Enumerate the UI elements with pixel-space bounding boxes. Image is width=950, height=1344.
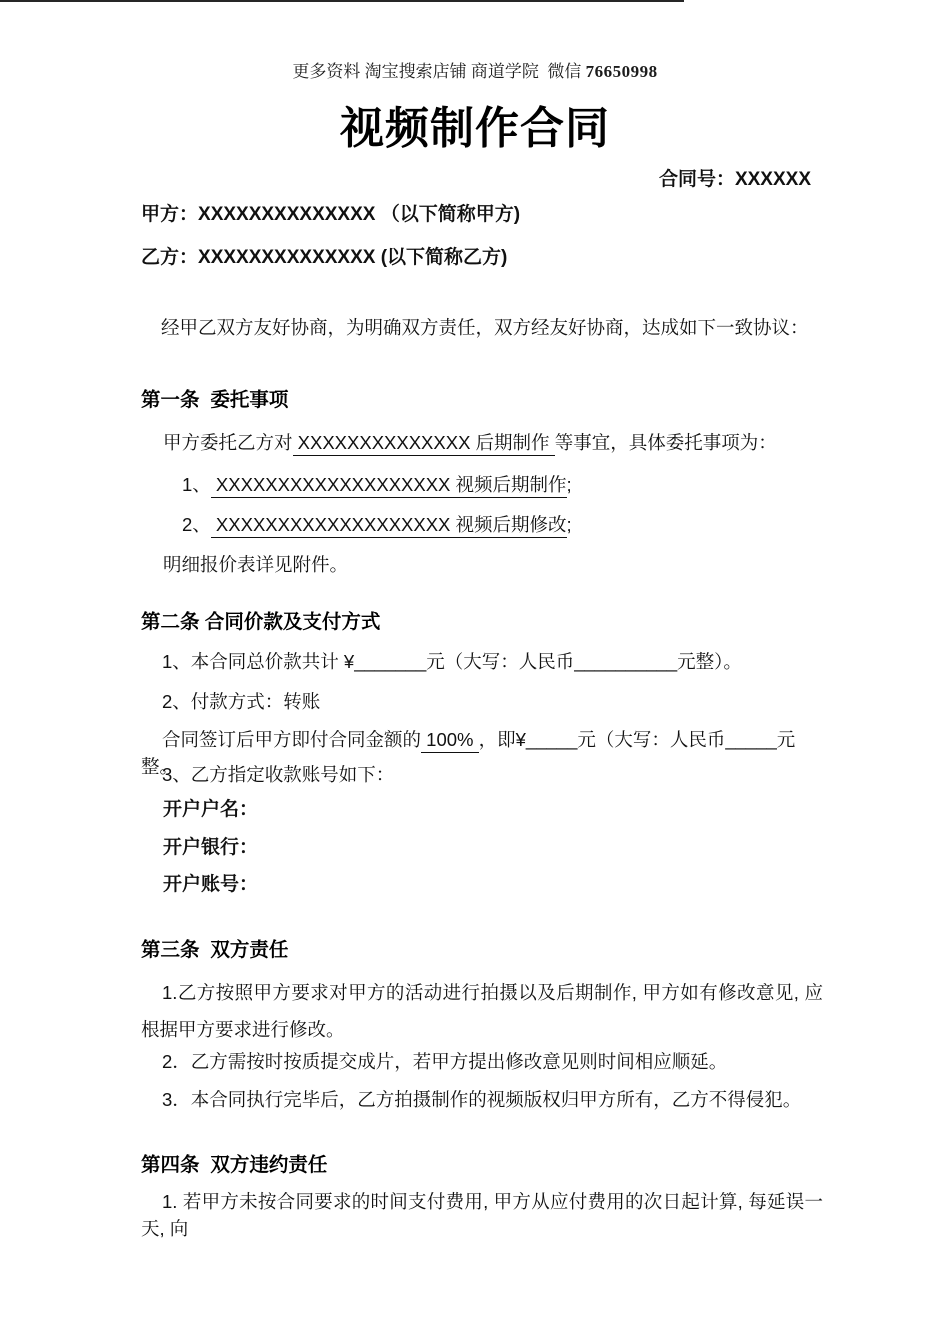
section1-note: 明细报价表详见附件。 (163, 554, 349, 575)
party-a-line (141, 201, 823, 229)
section1-intro-suffix: 等事宜，具体委托事项为： (554, 432, 777, 453)
contract-number: 合同号：XXXXXX (658, 169, 811, 190)
payment-percent: 100% (421, 729, 479, 753)
party-b-alias: (以下简称乙方) (375, 247, 508, 268)
section3-item-2: 2．乙方需按时按质提交成片，若甲方提出修改意见则时间相应顺延。 (162, 1051, 728, 1072)
preamble-paragraph: 经甲乙双方友好协商，为明确双方责任，双方经友好协商，达成如下一致协议： (161, 317, 809, 338)
section1-item-1 (141, 471, 823, 498)
section1-intro (141, 429, 823, 456)
account-name-label: 开户户名： (163, 799, 259, 820)
party-a-alias: （以下简称甲方) (375, 204, 521, 225)
party-a-name: XXXXXXXXXXXXXX (198, 204, 376, 225)
section1-item2-blank: XXXXXXXXXXXXXXXXXXX 视频后期修改 (211, 514, 567, 538)
section1-item2-number: 2、 (182, 514, 211, 535)
header-note (0, 60, 950, 84)
party-b-name: XXXXXXXXXXXXXX (198, 247, 376, 268)
section2-heading: 第二条 合同价款及支付方式 (141, 611, 381, 633)
section1-item1-suffix: ; (566, 474, 572, 495)
section3-item-1: 1.乙方按照甲方要求对甲方的活动进行拍摄以及后期制作, 甲方如有修改意见, 应根据甲方要求进行修改。 (141, 982, 823, 1040)
header-note-text: 更多资料 淘宝搜索店铺 商道学院 微信 (292, 62, 586, 81)
payment-suffix: ，即¥_____元（大写：人民币_____元整。 (141, 729, 796, 777)
section2-item-1: 1、本合同总价款共计 ¥_______元（大写：人民币__________元整）。 (162, 651, 742, 672)
party-b-label: 乙方： (141, 247, 199, 268)
section1-intro-prefix: 甲方委托乙方对 (163, 432, 293, 453)
section3-heading: 第三条 双方责任 (141, 939, 289, 961)
party-b-line (141, 244, 823, 272)
section4-item-1: 1. 若甲方未按合同要求的时间支付费用, 甲方从应付费用的次日起计算, 每延误一天, 向 (141, 1191, 823, 1239)
section3-item-3: 3．本合同执行完毕后，乙方拍摄制作的视频版权归甲方所有，乙方不得侵犯。 (162, 1089, 802, 1110)
section1-item-2 (141, 511, 823, 538)
section1-intro-blank: XXXXXXXXXXXXXX 后期制作 (293, 432, 555, 456)
section2-item-2: 2、付款方式：转账 (162, 691, 321, 712)
page-title: 视频制作合同 (340, 104, 610, 153)
payment-prefix: 合同签订后甲方即付合同金额的 (162, 729, 422, 750)
section1-heading: 第一条 委托事项 (141, 389, 289, 411)
section2-item-3: 3、乙方指定收款账号如下： (162, 764, 395, 785)
section1-item1-blank: XXXXXXXXXXXXXXXXXXX 视频后期制作 (211, 474, 567, 498)
section1-item1-number: 1、 (182, 474, 211, 495)
party-a-label: 甲方： (141, 204, 199, 225)
wechat-number: 76650998 (585, 62, 658, 81)
account-number-label: 开户账号： (163, 874, 259, 895)
bank-name-label: 开户银行： (163, 837, 259, 858)
section4-heading: 第四条 双方违约责任 (141, 1154, 328, 1176)
header-divider-line (0, 0, 684, 2)
section1-item2-suffix: ; (566, 514, 572, 535)
